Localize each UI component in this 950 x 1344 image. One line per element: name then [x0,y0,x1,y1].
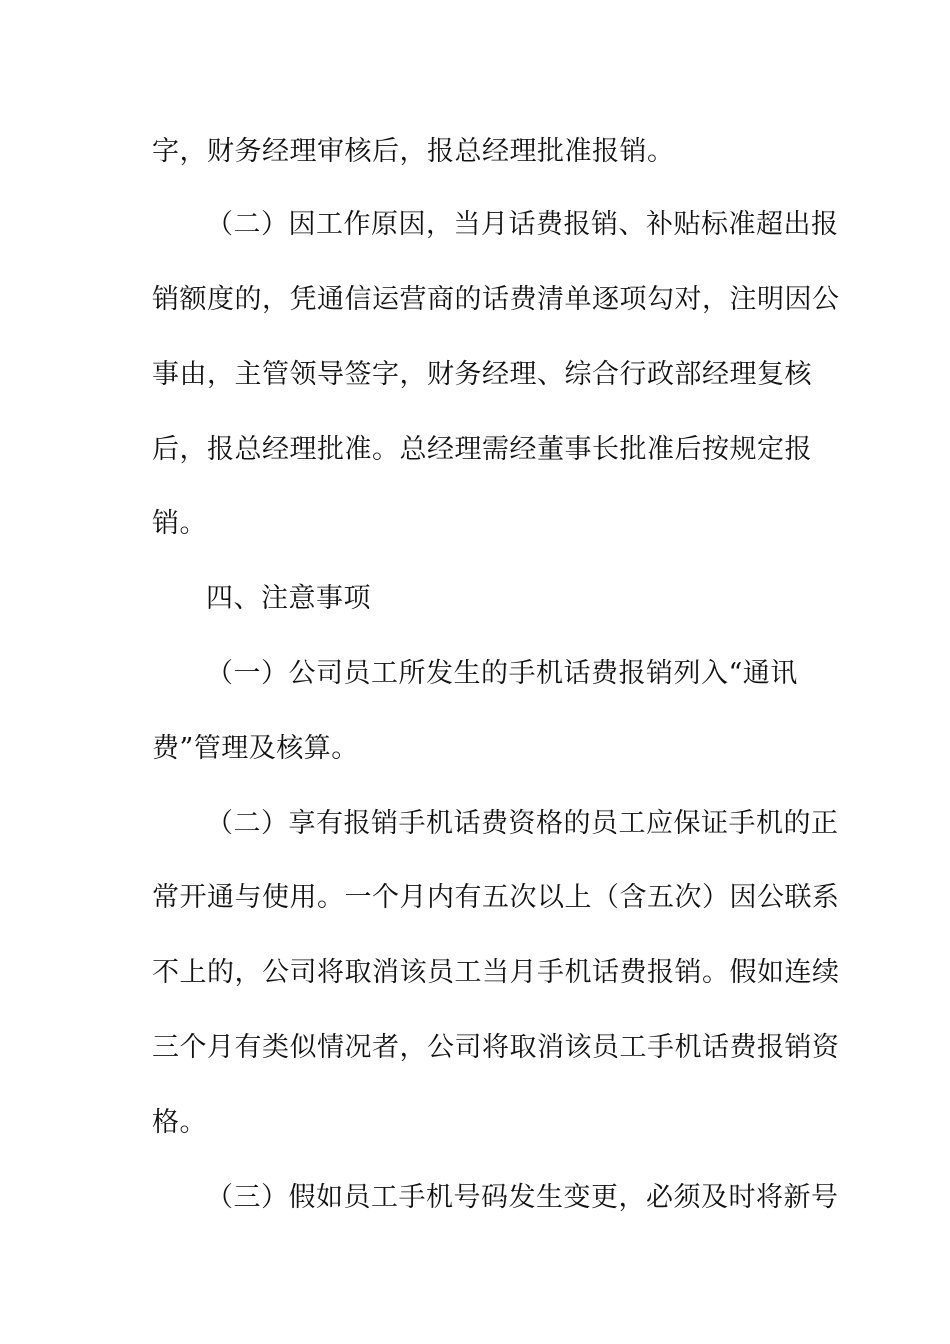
paragraph-line-1: 字，财务经理审核后，报总经理批准报销。 [152,136,675,167]
paragraph-line-12: 不上的，公司将取消该员工当月手机话费报销。假如连续 [152,957,840,988]
paragraph-line-13: 三个月有类似情况者，公司将取消该员工手机话费报销资 [152,1032,840,1063]
paragraph-line-5: 后，报总经理批准。总经理需经董事长批准后按规定报 [152,434,812,465]
paragraph-line-8: （一）公司员工所发生的手机话费报销列入“通讯 [206,658,798,689]
paragraph-line-14: 格。 [152,1107,207,1138]
paragraph-line-3: 销额度的，凭通信运营商的话费清单逐项勾对，注明因公 [152,284,840,315]
paragraph-line-9: 费”管理及核算。 [152,733,359,764]
paragraph-line-6: 销。 [152,508,207,539]
paragraph-line-15: （三）假如员工手机号码发生变更，必须及时将新号 [206,1182,839,1213]
section-heading: 四、注意事项 [206,583,371,614]
paragraph-line-11: 常开通与使用。一个月内有五次以上（含五次）因公联系 [152,882,840,913]
paragraph-line-2: （二）因工作原因，当月话费报销、补贴标准超出报 [206,209,839,240]
paragraph-line-4: 事由，主管领导签字，财务经理、综合行政部经理复核 [152,359,812,390]
paragraph-line-10: （二）享有报销手机话费资格的员工应保证手机的正 [206,808,839,839]
